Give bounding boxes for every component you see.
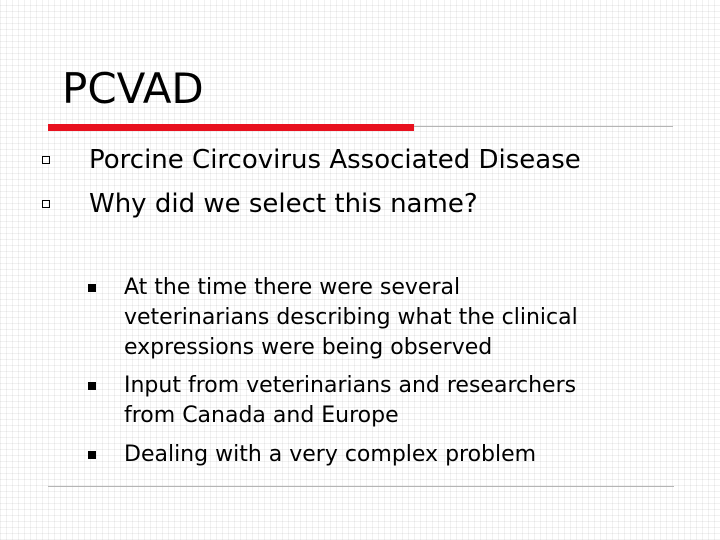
filled-square-bullet-icon <box>88 284 96 292</box>
bullet-text-line: At the time there were several <box>124 275 461 300</box>
hollow-square-bullet-icon <box>42 200 50 208</box>
bullet-text: Why did we select this name? <box>89 189 478 219</box>
bullet-item-level1 <box>0 187 720 227</box>
bottom-divider-line <box>48 486 674 487</box>
bullet-text <box>124 440 714 470</box>
bullet-text-line: Input from veterinarians and researchers <box>124 373 577 398</box>
bullet-item-level1 <box>0 143 720 183</box>
bullet-item-level2 <box>0 440 720 470</box>
bullet-text: Porcine Circovirus Associated Disease <box>89 145 581 175</box>
filled-square-bullet-icon <box>88 382 96 390</box>
title-divider-line <box>414 126 673 127</box>
hollow-square-bullet-icon <box>42 156 50 164</box>
bullet-text-line: from Canada and Europe <box>124 403 399 428</box>
bullet-text <box>124 273 714 363</box>
bullet-text-line: Dealing with a very complex problem <box>124 442 537 467</box>
bullet-text-line: veterinarians describing what the clinical <box>124 305 578 330</box>
filled-square-bullet-icon <box>88 451 96 459</box>
slide-title: PCVAD <box>62 64 204 113</box>
bullet-text-line: expressions were being observed <box>124 335 493 360</box>
bullet-item-level2 <box>0 273 720 363</box>
title-accent-bar <box>48 124 414 131</box>
bullet-text <box>124 371 714 431</box>
bullet-item-level2 <box>0 371 720 431</box>
